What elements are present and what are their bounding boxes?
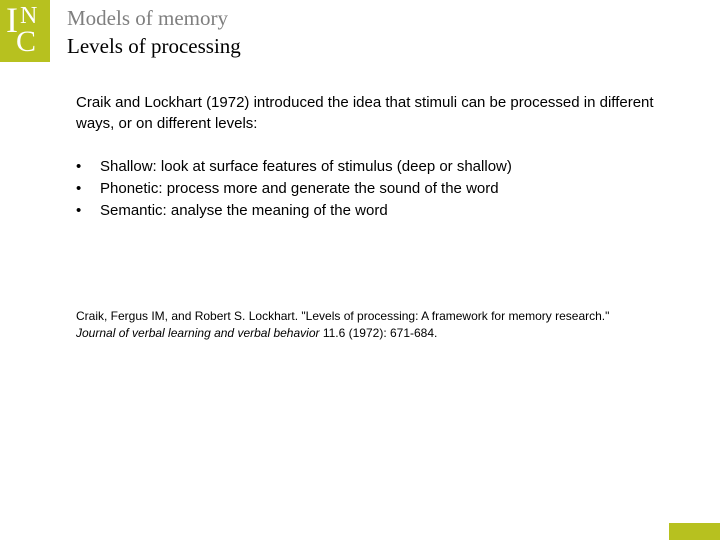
bullet-list [76, 156, 676, 222]
list-item [76, 200, 676, 222]
bullet-icon: • [76, 180, 82, 197]
list-item [76, 178, 676, 200]
corner-accent-block [669, 523, 720, 540]
logo-letter-i: I [6, 0, 18, 40]
bullet-icon: • [76, 158, 82, 175]
slide-section-title: Models of memory [67, 6, 228, 30]
bullet-icon: • [76, 202, 82, 219]
logo-letter-c: C [16, 25, 37, 58]
bullet-text: Phonetic: process more and generate the sound of the word [100, 180, 499, 197]
bullet-text: Shallow: look at surface features of stimulus (deep or shallow) [100, 158, 512, 175]
reference-journal: Journal of verbal learning and verbal behavior [76, 326, 320, 340]
intro-paragraph: Craik and Lockhart (1972) introduced the idea that stimuli can be processed in different ways, or on different levels: [76, 94, 654, 132]
reference-details: 11.6 (1972): 671-684. [319, 326, 438, 340]
reference-citation [76, 308, 636, 342]
bullet-text: Semantic: analyse the meaning of the word [100, 202, 388, 219]
list-item [76, 156, 676, 178]
institution-logo [0, 0, 50, 62]
slide-title: Levels of processing [67, 34, 241, 58]
logo-letter-n: N [20, 3, 38, 29]
reference-authors: Craik, Fergus IM, and Robert S. Lockhart. "Levels of processing: A framework for memory research." [76, 309, 610, 323]
